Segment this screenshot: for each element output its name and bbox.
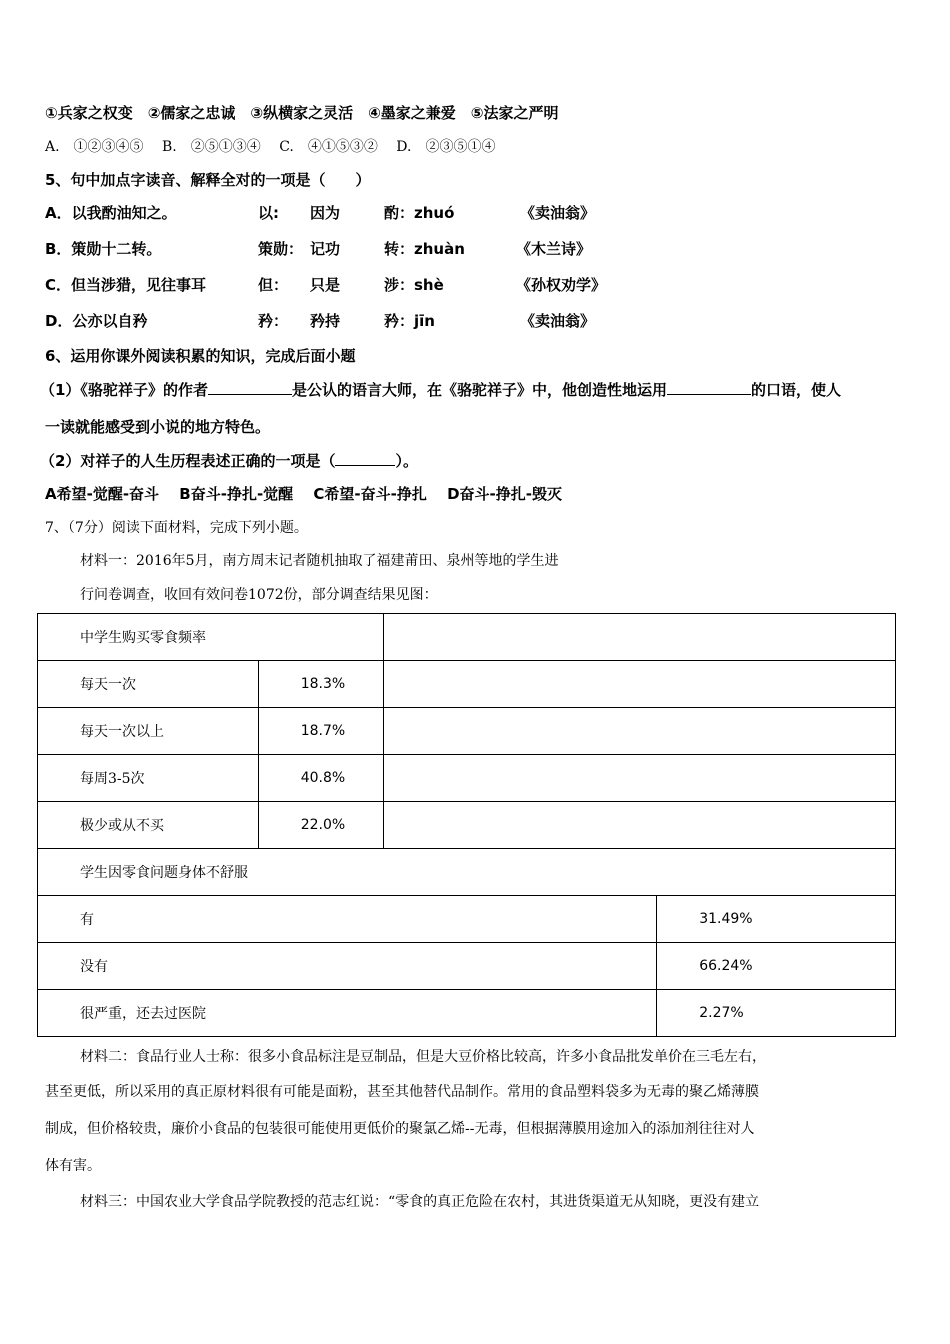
q5-stem: 5、句中加点字读音、解释全对的一项是（ ） [45, 171, 371, 189]
q5-option-source: 《木兰诗》 [516, 240, 592, 258]
q5-option-label: A．以我酌油知之。 [45, 204, 177, 222]
row-value: 31.49% [657, 896, 896, 943]
material2-line1: 材料二：食品行业人士称：很多小食品标注是豆制品，但是大豆价格比较高，许多小食品批发单价在三毛左右， [80, 1049, 766, 1065]
material1-line2: 行问卷调查，收回有效问卷1072份，部分调查结果见图： [80, 587, 438, 603]
q5-option-term: 以: [258, 204, 279, 222]
row-value: 2.27% [657, 990, 896, 1037]
q5-option-pinyin: 涉：shè [384, 276, 444, 294]
row-label: 极少或从不买 [38, 802, 259, 849]
table-row [38, 661, 896, 708]
row-label: 很严重，还去过医院 [38, 990, 657, 1037]
row-label: 每周3-5次 [38, 755, 259, 802]
q6-part2 [40, 450, 418, 471]
row-value: 18.3% [258, 661, 383, 708]
q6-part2-text-b: ）。 [395, 452, 418, 470]
row-value: 18.7% [258, 708, 383, 755]
q5-option-pinyin: 转：zhuàn [384, 240, 465, 258]
q5-option-source: 《孙权劝学》 [516, 276, 607, 294]
q6-part1-text-a: （1）《骆驼祥子》的作者 [40, 381, 208, 399]
table-row [38, 943, 896, 990]
row-value: 66.24% [657, 943, 896, 990]
table2-header: 学生因零食问题身体不舒服 [38, 849, 896, 896]
dialect-blank[interactable] [667, 380, 751, 395]
material3-line1: 材料三：中国农业大学食品学院教授的范志红说：“零食的真正危险在农村，其进货渠道无从知晓，更没有建立 [80, 1194, 760, 1210]
q4-options: A. ①②③④⑤ B. ②⑤①③④ C. ④①⑤③② D. ②③⑤①④ [45, 139, 496, 155]
empty-cell [383, 708, 895, 755]
q7-stem: 7、（7分）阅读下面材料，完成下列小题。 [45, 520, 308, 536]
empty-cell [383, 755, 895, 802]
q4-items: ①兵家之权变 ②儒家之忠诚 ③纵横家之灵活 ④墨家之兼爱 ⑤法家之严明 [45, 104, 559, 122]
q6-part1-text-b: 是公认的语言大师，在《骆驼祥子》中，他创造性地运用 [291, 381, 667, 399]
q5-option-source: 《卖油翁》 [520, 204, 596, 222]
q6-options: A希望-觉醒-奋斗 B奋斗-挣扎-觉醒 C希望-奋斗-挣扎 D奋斗-挣扎-毁灭 [45, 485, 562, 503]
table-row [38, 755, 896, 802]
row-label: 每天一次 [38, 661, 259, 708]
q5-option-label: B．策勋十二转。 [45, 240, 162, 258]
row-value: 40.8% [258, 755, 383, 802]
q6-part1 [40, 379, 841, 400]
row-value: 22.0% [258, 802, 383, 849]
q5-option-meaning: 因为 [310, 204, 341, 222]
table-header-row [38, 614, 896, 661]
q6-part1-text-c: 的口语，使人 [750, 381, 841, 399]
material2-line4: 体有害。 [45, 1158, 101, 1174]
survey-table [37, 613, 896, 1037]
empty-cell [383, 614, 895, 661]
answer-blank[interactable] [335, 451, 395, 466]
q5-option-source: 《卖油翁》 [520, 312, 596, 330]
material2-line3: 制成，但价格较贵，廉价小食品的包装很可能使用更低价的聚氯乙烯--无毒，但根据薄膜用途加入的添加剂往往对人 [45, 1121, 755, 1137]
table-row [38, 990, 896, 1037]
table-row [38, 708, 896, 755]
empty-cell [383, 802, 895, 849]
q5-option-label: C．但当涉猎，见往事耳 [45, 276, 207, 294]
material1-line1: 材料一：2016年5月，南方周末记者随机抽取了福建莆田、泉州等地的学生进 [80, 553, 559, 569]
table-row [38, 896, 896, 943]
q6-stem: 6、运用你课外阅读积累的知识，完成后面小题 [45, 347, 356, 365]
empty-cell [383, 661, 895, 708]
table-row [38, 802, 896, 849]
q5-option-meaning: 只是 [310, 276, 341, 294]
row-label: 有 [38, 896, 657, 943]
table-header-row [38, 849, 896, 896]
q5-option-term: 策勋： [258, 240, 304, 258]
q5-option-label: D．公亦以自矜 [45, 312, 148, 330]
q5-option-pinyin: 矜：jīn [384, 312, 435, 330]
q6-part2-text-a: （2）对祥子的人生历程表述正确的一项是（ [40, 452, 336, 470]
q6-part1-continued: 一读就能感受到小说的地方特色。 [45, 418, 271, 436]
author-blank[interactable] [208, 380, 292, 395]
q5-option-term: 但： [258, 276, 289, 294]
row-label: 每天一次以上 [38, 708, 259, 755]
q5-option-term: 矜： [258, 312, 289, 330]
table1-header: 中学生购买零食频率 [38, 614, 384, 661]
q5-option-meaning: 矜持 [310, 312, 341, 330]
row-label: 没有 [38, 943, 657, 990]
material2-line2: 甚至更低，所以采用的真正原材料很有可能是面粉，甚至其他替代品制作。常用的食品塑料袋多为无毒的聚乙烯薄膜 [45, 1084, 759, 1100]
q5-option-meaning: 记功 [310, 240, 341, 258]
q5-option-pinyin: 酌：zhuó [384, 204, 455, 222]
